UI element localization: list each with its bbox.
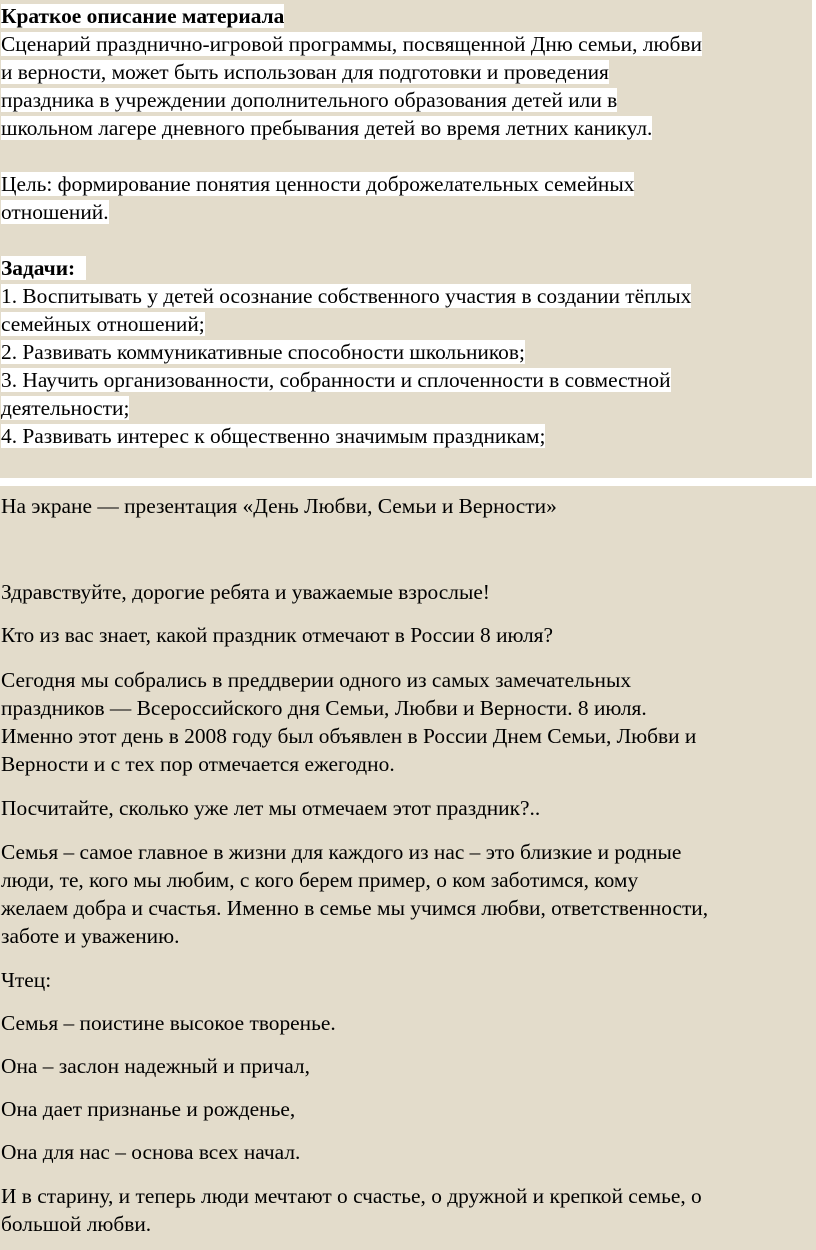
poem-line: Она дает признанье и рожденье, bbox=[1, 1097, 296, 1121]
script-section bbox=[0, 486, 816, 1250]
task-line: 3. Научить организованности, собранности и сплоченности в совместной bbox=[1, 368, 671, 392]
paragraph-line: желаем добра и счастья. Именно в семье мы учимся любви, ответственности, bbox=[1, 896, 709, 920]
poem-line: Она – заслон надежный и причал, bbox=[1, 1054, 310, 1078]
description-line: праздника в учреждении дополнительного образования детей или в bbox=[1, 88, 618, 112]
greeting-line: Здравствуйте, дорогие ребята и уважаемые взрослые! bbox=[1, 580, 490, 604]
paragraph-line: Верности и с тех пор отмечается ежегодно. bbox=[1, 752, 395, 776]
paragraph-line: Семья – самое главное в жизни для каждого из нас – это близкие и родные bbox=[1, 840, 682, 864]
question-line: Кто из вас знает, какой праздник отмечают в России 8 июля? bbox=[1, 623, 553, 647]
summary-section bbox=[0, 0, 812, 478]
paragraph-line: Сегодня мы собрались в преддверии одного из самых замечательных bbox=[1, 668, 632, 692]
paragraph-line: Именно этот день в 2008 году был объявлен в России Днем Семьи, Любви и bbox=[1, 724, 697, 748]
poem-line: Она для нас – основа всех начал. bbox=[1, 1140, 301, 1164]
paragraph-line: И в старину, и теперь люди мечтают о счастье, о дружной и крепкой семье, о bbox=[1, 1184, 702, 1208]
paragraph-line: заботе и уважению. bbox=[1, 924, 180, 948]
task-line: 1. Воспитывать у детей осознание собственного участия в создании тёплых bbox=[1, 284, 692, 308]
goal-line: Цель: формирование понятия ценности доброжелательных семейных bbox=[1, 172, 635, 196]
poem-line: Семья – поистине высокое творенье. bbox=[1, 1011, 336, 1035]
question-line: Посчитайте, сколько уже лет мы отмечаем этот праздник?.. bbox=[1, 796, 541, 820]
task-line: семейных отношений; bbox=[1, 312, 205, 336]
presentation-note: На экране — презентация «День Любви, Семьи и Верности» bbox=[1, 494, 557, 518]
paragraph-line: люди, те, кого мы любим, с кого берем пример, о ком заботимся, кому bbox=[1, 868, 639, 892]
task-line: деятельности; bbox=[1, 396, 130, 420]
description-line: школьном лагере дневного пребывания детей во время летних каникул. bbox=[1, 116, 653, 140]
task-line: 4. Развивать интерес к общественно значимым праздникам; bbox=[1, 424, 546, 448]
description-line: и верности, может быть использован для подготовки и проведения bbox=[1, 60, 609, 84]
paragraph-line: большой любви. bbox=[1, 1212, 152, 1236]
tasks-heading: Задачи: bbox=[1, 254, 86, 282]
task-line: 2. Развивать коммуникативные способности школьников; bbox=[1, 340, 525, 364]
summary-heading: Краткое описание материала bbox=[1, 4, 285, 28]
paragraph-line: праздников — Всероссийского дня Семьи, Любви и Верности. 8 июля. bbox=[1, 696, 647, 720]
description-line: Сценарий празднично-игровой программы, посвященной Дню семьи, любви bbox=[1, 32, 702, 56]
goal-line: отношений. bbox=[1, 200, 109, 224]
reader-label: Чтец: bbox=[1, 968, 52, 992]
